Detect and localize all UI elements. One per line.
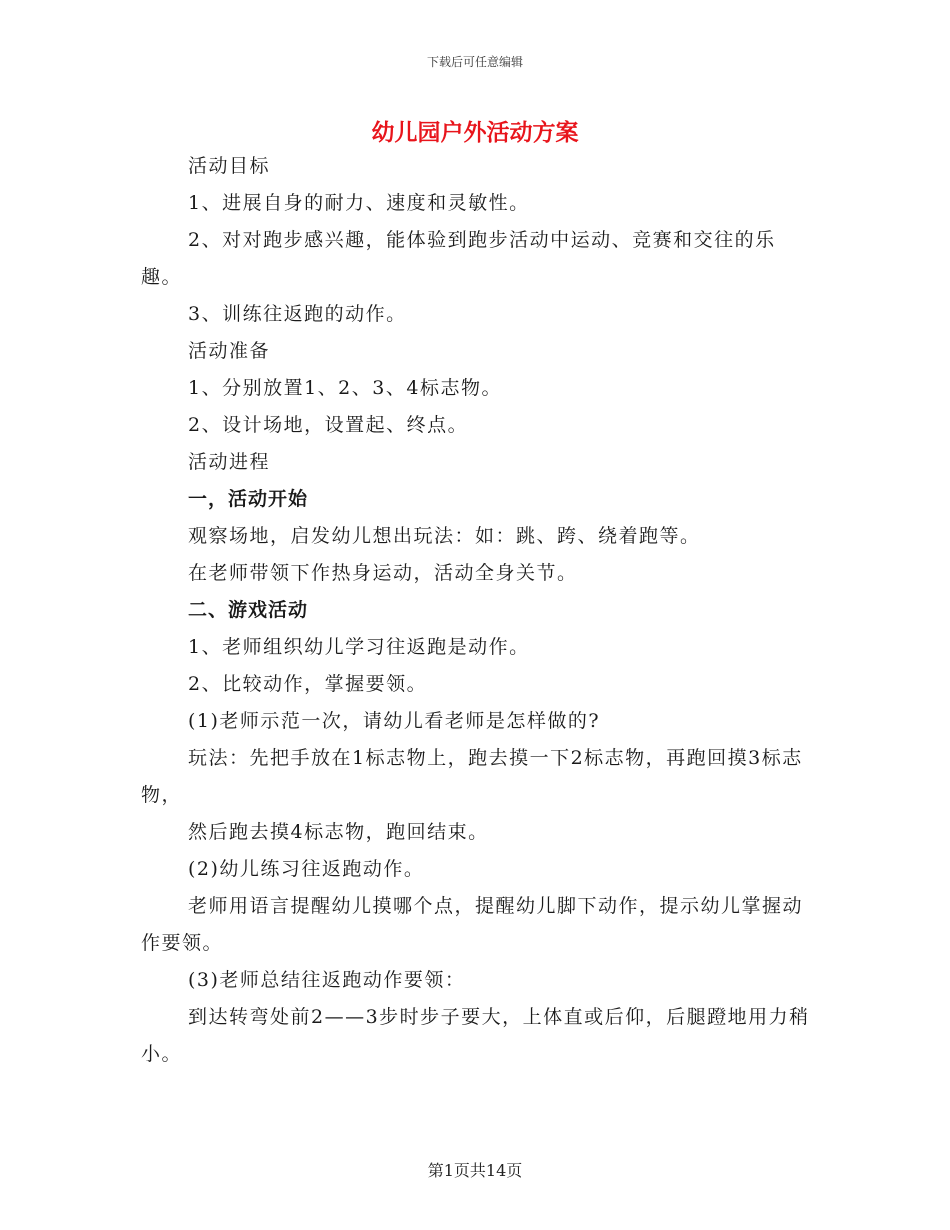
paragraph: 到达转弯处前2——3步时步子要大，上体直或后仰，后腿蹬地用力稍小。 bbox=[141, 1006, 810, 1065]
paragraph: 活动准备 bbox=[188, 340, 271, 362]
paragraph: 2、比较动作，掌握要领。 bbox=[188, 673, 428, 695]
paragraph: (3)老师总结往返跑动作要领： bbox=[188, 969, 466, 991]
section-heading: 二、游戏活动 bbox=[188, 599, 309, 621]
paragraph: 1、进展自身的耐力、速度和灵敏性。 bbox=[188, 192, 530, 214]
paragraph: 然后跑去摸4标志物，跑回结束。 bbox=[188, 821, 489, 843]
paragraph: 2、对对跑步感兴趣，能体验到跑步活动中运动、竞赛和交往的乐趣。 bbox=[141, 229, 776, 288]
paragraph: 老师用语言提醒幼儿摸哪个点，提醒幼儿脚下动作，提示幼儿掌握动作要领。 bbox=[141, 895, 804, 954]
paragraph: 在老师带领下作热身运动，活动全身关节。 bbox=[188, 562, 578, 584]
page-footer: 第1页共14页 bbox=[427, 1161, 523, 1180]
document-title: 幼儿园户外活动方案 bbox=[371, 120, 579, 146]
paragraph: 2、设计场地，设置起、终点。 bbox=[188, 414, 469, 436]
paragraph: 1、老师组织幼儿学习往返跑是动作。 bbox=[188, 636, 530, 658]
paragraph: 1、分别放置1、2、3、4标志物。 bbox=[188, 377, 502, 399]
section-heading: 一，活动开始 bbox=[188, 488, 309, 510]
paragraph: 3、训练往返跑的动作。 bbox=[188, 303, 407, 325]
paragraph: (1)老师示范一次，请幼儿看老师是怎样做的? bbox=[188, 710, 601, 732]
document-body bbox=[141, 148, 811, 1073]
paragraph: 玩法：先把手放在1标志物上，跑去摸一下2标志物，再跑回摸3标志物， bbox=[141, 747, 803, 806]
paragraph: (2)幼儿练习往返跑动作。 bbox=[188, 858, 425, 880]
paragraph: 观察场地，启发幼儿想出玩法：如：跳、跨、绕着跑等。 bbox=[188, 525, 701, 547]
paragraph: 活动目标 bbox=[188, 155, 271, 177]
page-header: 下载后可任意编辑 bbox=[426, 55, 523, 69]
paragraph: 活动进程 bbox=[188, 451, 271, 473]
